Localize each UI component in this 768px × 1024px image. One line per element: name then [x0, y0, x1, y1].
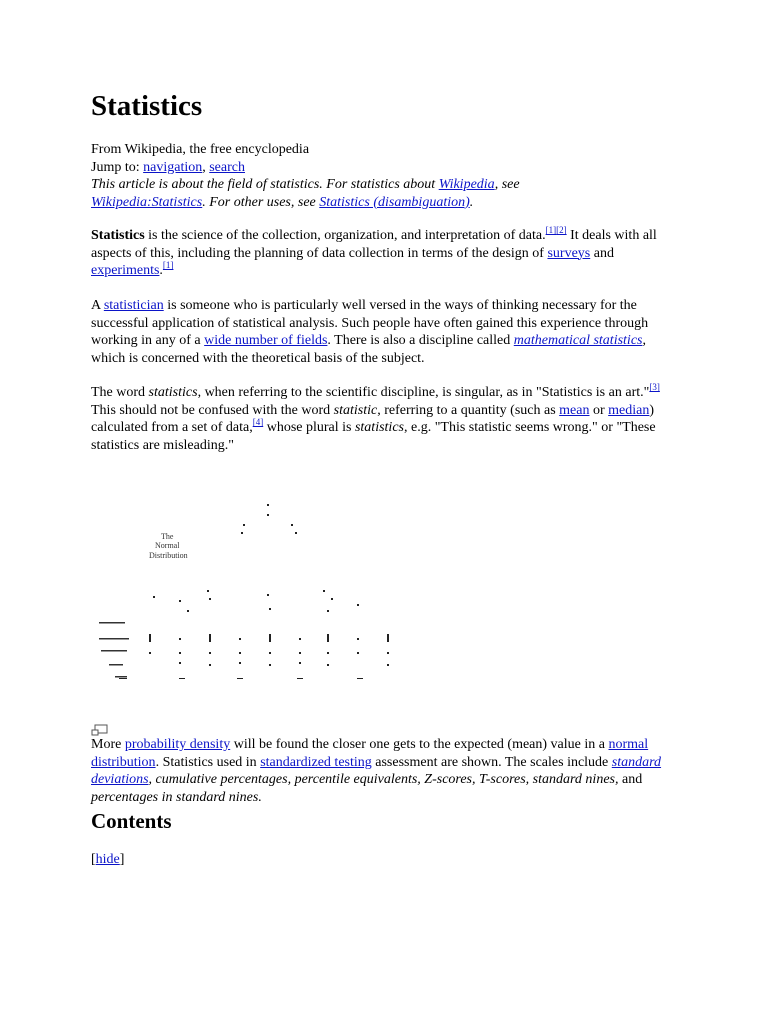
site-sub: From Wikipedia, the free encyclopedia [91, 142, 310, 157]
intro-paragraph: Statistics is the science of the collection, organization, and interpretation of data.[1][2] It deals with all aspects of this, including the planning of data collection in terms of the design of surveys and experiments.[1] [91, 225, 657, 278]
word-statistics-paragraph: The word statistics, when referring to the scientific discipline, is singular, as in "Statistics is an art."[3] This should not be confused with the word statistic, referring to a quantity (such as mean or median) calculated from a set of data,[4] whose plural is statistics, e.g. "This statistic seems wrong." or "These statistics are misleading." [91, 382, 660, 453]
scale-rows [99, 622, 129, 678]
hide-contents-link[interactable]: hide [95, 852, 120, 867]
jump-to: Jump to: navigation, search [91, 159, 245, 175]
scale-ticks [119, 634, 389, 679]
surveys-link[interactable]: surveys [547, 245, 591, 261]
hatnote-wikipedia-link[interactable]: Wikipedia [438, 177, 495, 192]
page-title: Statistics [91, 90, 203, 122]
hatnote-disambiguation-link[interactable]: Statistics (disambiguation) [319, 194, 470, 210]
figure-label-line2: Normal [155, 541, 180, 550]
mean-link[interactable]: mean [559, 402, 590, 418]
mathematical-statistics-link[interactable]: mathematical statistics [513, 333, 643, 348]
jump-search-link[interactable]: search [209, 159, 245, 175]
standard-deviations-link[interactable]: standard deviations [91, 754, 662, 787]
standardized-testing-link[interactable]: standardized testing [260, 754, 372, 770]
wide-number-of-fields-link[interactable]: wide number of fields [204, 333, 328, 348]
normal-distribution-image[interactable] [91, 492, 401, 692]
ref-3-link[interactable]: [3] [649, 382, 660, 392]
contents-heading: Contents [91, 809, 172, 833]
hatnote-wikipedia-statistics-link[interactable]: Wikipedia:Statistics [91, 194, 203, 210]
figure-caption: More probability density will be found the closer one gets to the expected (mean) value in a normal distribution. Statistics used in standardized testing assessment are shown. The scales include standard deviations, cumulative percentages, percentile equivalents, Z-scores, T-scores, standard nines, and percentages in standard nines. [91, 737, 662, 805]
probability-density-link[interactable]: probability density [124, 737, 231, 752]
ref-1b-link[interactable]: [1] [162, 260, 174, 270]
hatnote: This article is about the field of statistics. For statistics about Wikipedia, see Wikipedia:Statistics. For other uses, see Statistics (disambiguation). [91, 177, 520, 210]
experiments-link[interactable]: experiments [91, 263, 160, 278]
jump-navigation-link[interactable]: navigation [143, 159, 203, 175]
median-link[interactable]: median [608, 402, 650, 418]
article-header [91, 141, 691, 211]
ref-1-link[interactable]: [1] [545, 225, 557, 235]
figure-label-line1: The [161, 532, 174, 541]
normal-distribution-link[interactable]: normal distribution [91, 737, 649, 770]
ref-2-link[interactable]: [2] [556, 225, 567, 235]
statistician-paragraph: A statistician is someone who is particularly well versed in the ways of thinking necessary for the successful application of statistical analysis. Such people have often gained this experience through working in any of a wide number of fields. There is also a discipline called mathematical statistics, which is concerned with the theoretical basis of the subject. [91, 298, 649, 366]
statistician-link[interactable]: statistician [103, 298, 164, 313]
ref-4-link[interactable]: [4] [252, 417, 264, 427]
figure-label-line3: Distribution [149, 551, 188, 560]
contents-toggle: [hide] [91, 852, 125, 867]
magnify-clip-icon[interactable] [91, 724, 109, 736]
